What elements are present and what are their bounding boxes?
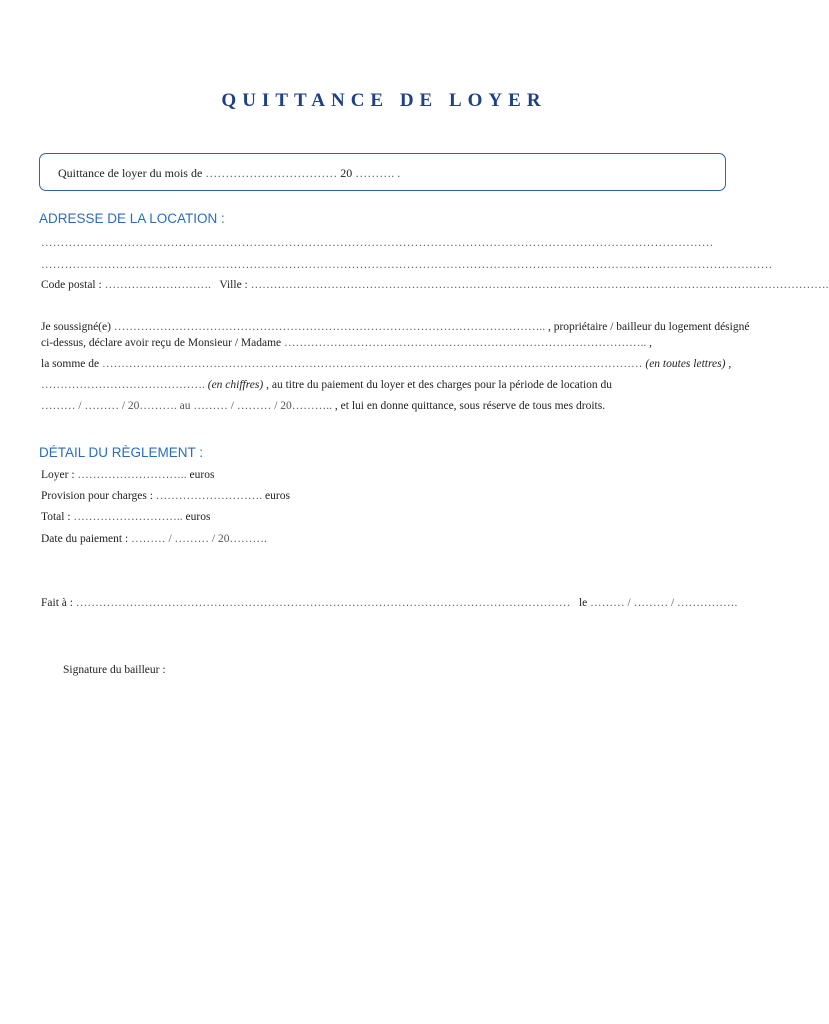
- charges-row: [41, 490, 290, 502]
- charges-unit: euros: [265, 490, 290, 502]
- total-row: [41, 511, 210, 523]
- body-l2-prefix: ci-dessus, déclare avoir reçu de Monsieur / Madame: [41, 337, 282, 349]
- rental-period-field[interactable]: ……… / ……… / 20………. au ……… / ……… / 20………..: [41, 400, 333, 412]
- amount-words-hint: (en toutes lettres): [645, 358, 726, 370]
- body-l4-suffix: , au titre du paiement du loyer et des charges pour la période de location du: [266, 379, 613, 391]
- body-l5-suffix: , et lui en donne quittance, sous réserve de tous mes droits.: [334, 400, 606, 412]
- city-label: Ville :: [219, 279, 248, 291]
- year-prefix: 20: [340, 166, 353, 180]
- postal-code-label: Code postal :: [41, 279, 102, 291]
- body-l3-suffix: ,: [728, 358, 732, 370]
- city-field[interactable]: …………………………………………………………………………………………………………………………………….: [250, 279, 829, 291]
- sign-date-field[interactable]: ……… / ……… / …………….: [590, 597, 738, 609]
- year-field[interactable]: ………. .: [355, 166, 401, 180]
- body-line-5: [41, 400, 605, 412]
- payment-detail-heading: DÉTAIL DU RÈGLEMENT :: [39, 445, 204, 460]
- address-line-2[interactable]: ……………………………………………………………………………………………………………………………………………………………………: [41, 259, 773, 271]
- charges-field[interactable]: ……………………….: [155, 490, 263, 502]
- rent-row: [41, 469, 214, 481]
- payment-date-field[interactable]: ……… / ……… / 20……….: [131, 533, 267, 545]
- body-line-1: [41, 321, 749, 333]
- body-l1-prefix: Je soussigné(e): [41, 321, 111, 333]
- amount-words-field[interactable]: ……………………………………………………………………………………………………………………………: [102, 358, 643, 370]
- postal-city-row: [41, 279, 829, 291]
- month-field[interactable]: ……………………………: [205, 166, 338, 180]
- address-line-1[interactable]: ………………………………………………………………………………………………………………………………………………………: [41, 237, 714, 249]
- rent-label: Loyer :: [41, 469, 75, 481]
- body-l3-prefix: la somme de: [41, 358, 100, 370]
- body-l2-suffix: ,: [649, 337, 653, 349]
- payment-date-row: [41, 533, 267, 545]
- payment-date-label: Date du paiement :: [41, 533, 129, 545]
- amount-figures-hint: (en chiffres): [207, 379, 264, 391]
- rent-unit: euros: [189, 469, 215, 481]
- rent-field[interactable]: ………………………..: [77, 469, 187, 481]
- tenant-name-field[interactable]: …………………………………………………………………………………..: [284, 337, 647, 349]
- total-label: Total :: [41, 511, 71, 523]
- month-label: Quittance de loyer du mois de: [58, 166, 203, 180]
- landlord-name-field[interactable]: …………………………………………………………………………………………………..: [113, 321, 546, 333]
- body-l1-suffix: , propriétaire / bailleur du logement désigné: [547, 321, 750, 333]
- body-line-4: [41, 379, 612, 391]
- month-line: [58, 166, 400, 181]
- total-unit: euros: [185, 511, 211, 523]
- address-heading: ADRESSE DE LA LOCATION :: [39, 211, 225, 226]
- total-field[interactable]: ………………………..: [73, 511, 183, 523]
- sign-date-label: le: [578, 597, 588, 609]
- month-box: [39, 153, 726, 191]
- postal-code-field[interactable]: ……………………….: [104, 279, 211, 291]
- body-line-2: [41, 337, 652, 349]
- place-label: Fait à :: [41, 597, 73, 609]
- body-line-3: [41, 358, 731, 370]
- page-title: QUITTANCE DE LOYER: [221, 90, 547, 111]
- amount-figures-field[interactable]: …………………………………….: [41, 379, 205, 391]
- place-field[interactable]: …………………………………………………………………………………………………………………: [75, 597, 571, 609]
- place-date-row: [41, 597, 737, 609]
- charges-label: Provision pour charges :: [41, 490, 153, 502]
- signature-label: Signature du bailleur :: [63, 664, 166, 676]
